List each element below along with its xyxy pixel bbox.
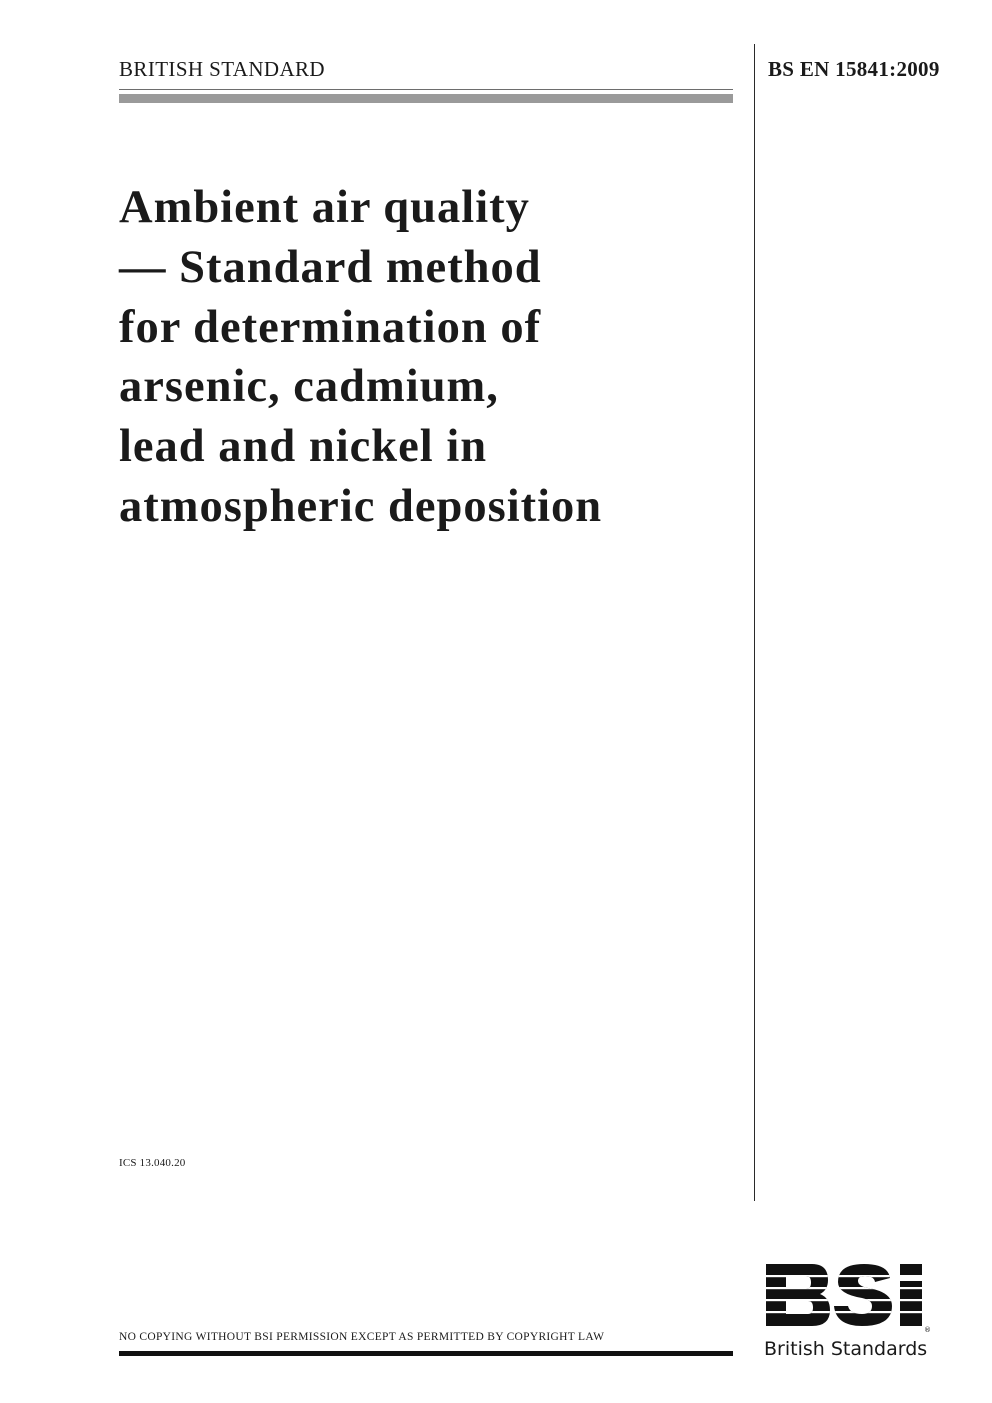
footer-black-rule (119, 1351, 733, 1356)
copyright-notice: NO COPYING WITHOUT BSI PERMISSION EXCEPT AS PERMITTED BY COPYRIGHT LAW (119, 1331, 605, 1343)
header-gray-rule (119, 94, 733, 103)
bsi-tagline: British Standards (764, 1338, 928, 1360)
document-title (119, 178, 749, 537)
standard-type-label: BRITISH STANDARD (119, 57, 325, 81)
document-number: BS EN 15841:2009 (768, 57, 940, 81)
title-line: for determination of (119, 301, 542, 353)
title-line: Ambient air quality (119, 182, 530, 233)
header-thin-rule (119, 89, 733, 90)
title-line: — Standard method (119, 241, 542, 293)
column-divider (754, 44, 755, 1201)
ics-code: ICS 13.040.20 (119, 1157, 186, 1169)
title-line: atmospheric deposition (119, 480, 603, 532)
title-line: arsenic, cadmium, (119, 361, 499, 413)
title-line: lead and nickel in (119, 421, 488, 473)
registered-mark: ® (924, 1326, 931, 1334)
